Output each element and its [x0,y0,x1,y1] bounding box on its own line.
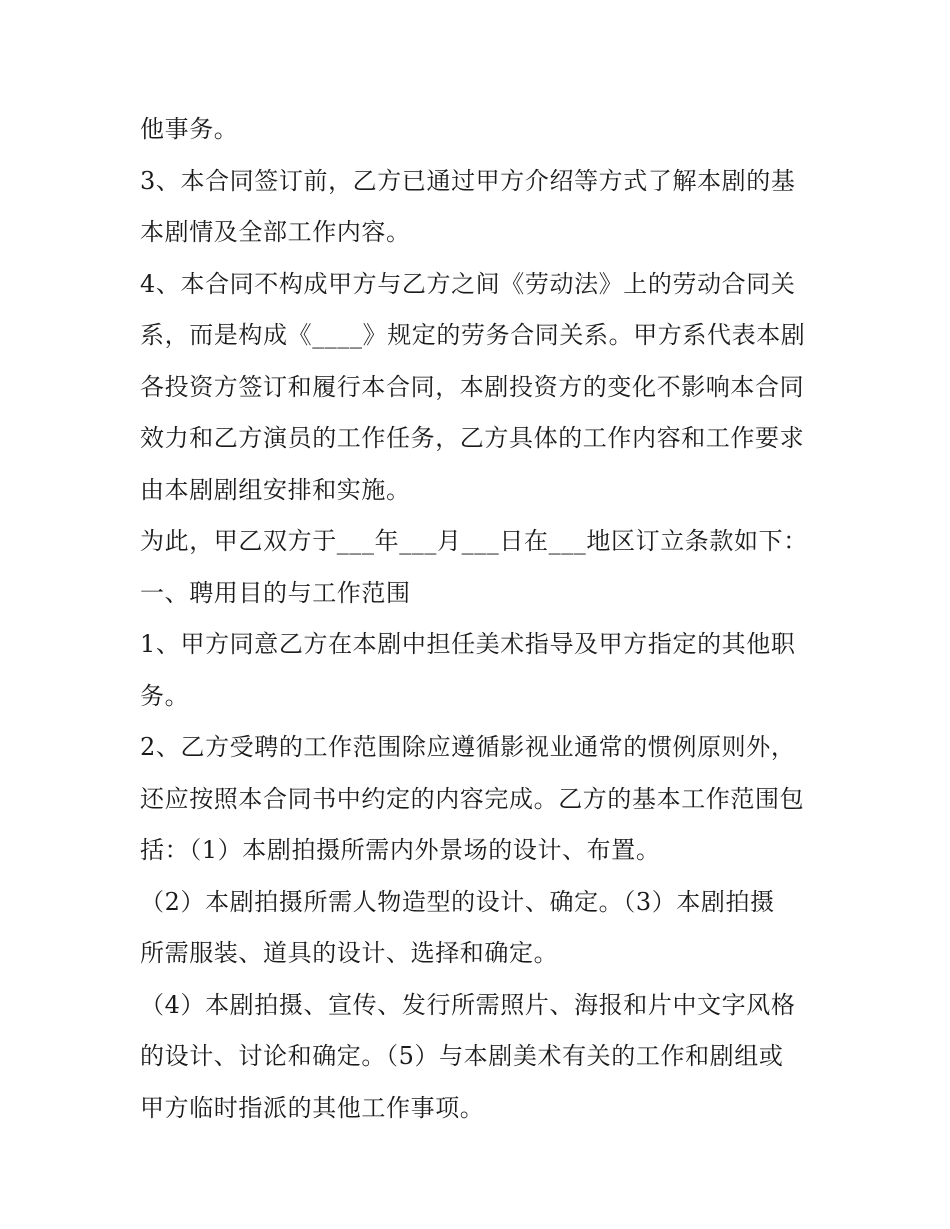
section-heading: 一、聘用目的与工作范围 [140,578,411,607]
text-line: 甲方临时指派的其他工作事项。 [140,1093,485,1122]
text-line: 3、本合同签订前，乙方已通过甲方介绍等方式了解本剧的基 [140,166,796,195]
text-line: 他事务。 [140,115,239,143]
text-line: （4）本剧拍摄、宣传、发行所需照片、海报和片中文字风格 [140,990,796,1019]
text-line: 各投资方签订和履行本合同，本剧投资方的变化不影响本合同 [140,372,805,401]
text-line: 本剧情及全部工作内容。 [140,218,411,246]
text-line: 1、甲方同意乙方在本剧中担任美术指导及甲方指定的其他职 [140,630,796,658]
text-line: 务。 [140,681,190,710]
text-line: 效力和乙方演员的工作任务，乙方具体的工作内容和工作要求 [140,424,805,452]
text-line: 由本剧剧组安排和实施。 [140,475,411,504]
text-line: 的设计、讨论和确定。（5）与本剧美术有关的工作和剧组或 [140,1042,784,1070]
text-line: 括：（1）本剧拍摄所需内外景场的设计、布置。 [140,836,661,864]
text-line: （2）本剧拍摄所需人物造型的设计、确定。（3）本剧拍摄 [140,887,775,916]
text-line: 4、本合同不构成甲方与乙方之间《劳动法》上的劳动合同关 [140,269,796,298]
text-line: 还应按照本合同书中约定的内容完成。乙方的基本工作范围包 [140,784,805,813]
contract-body-text [140,104,830,1134]
text-line: 所需服装、道具的设计、选择和确定。 [140,939,559,967]
text-line: 系，而是构成《____》规定的劳务合同关系。甲方系代表本剧 [140,321,806,349]
text-line: 2、乙方受聘的工作范围除应遵循影视业通常的惯例原则外， [140,733,796,761]
text-line: 为此，甲乙双方于___年___月___日在___地区订立条款如下： [140,527,808,555]
